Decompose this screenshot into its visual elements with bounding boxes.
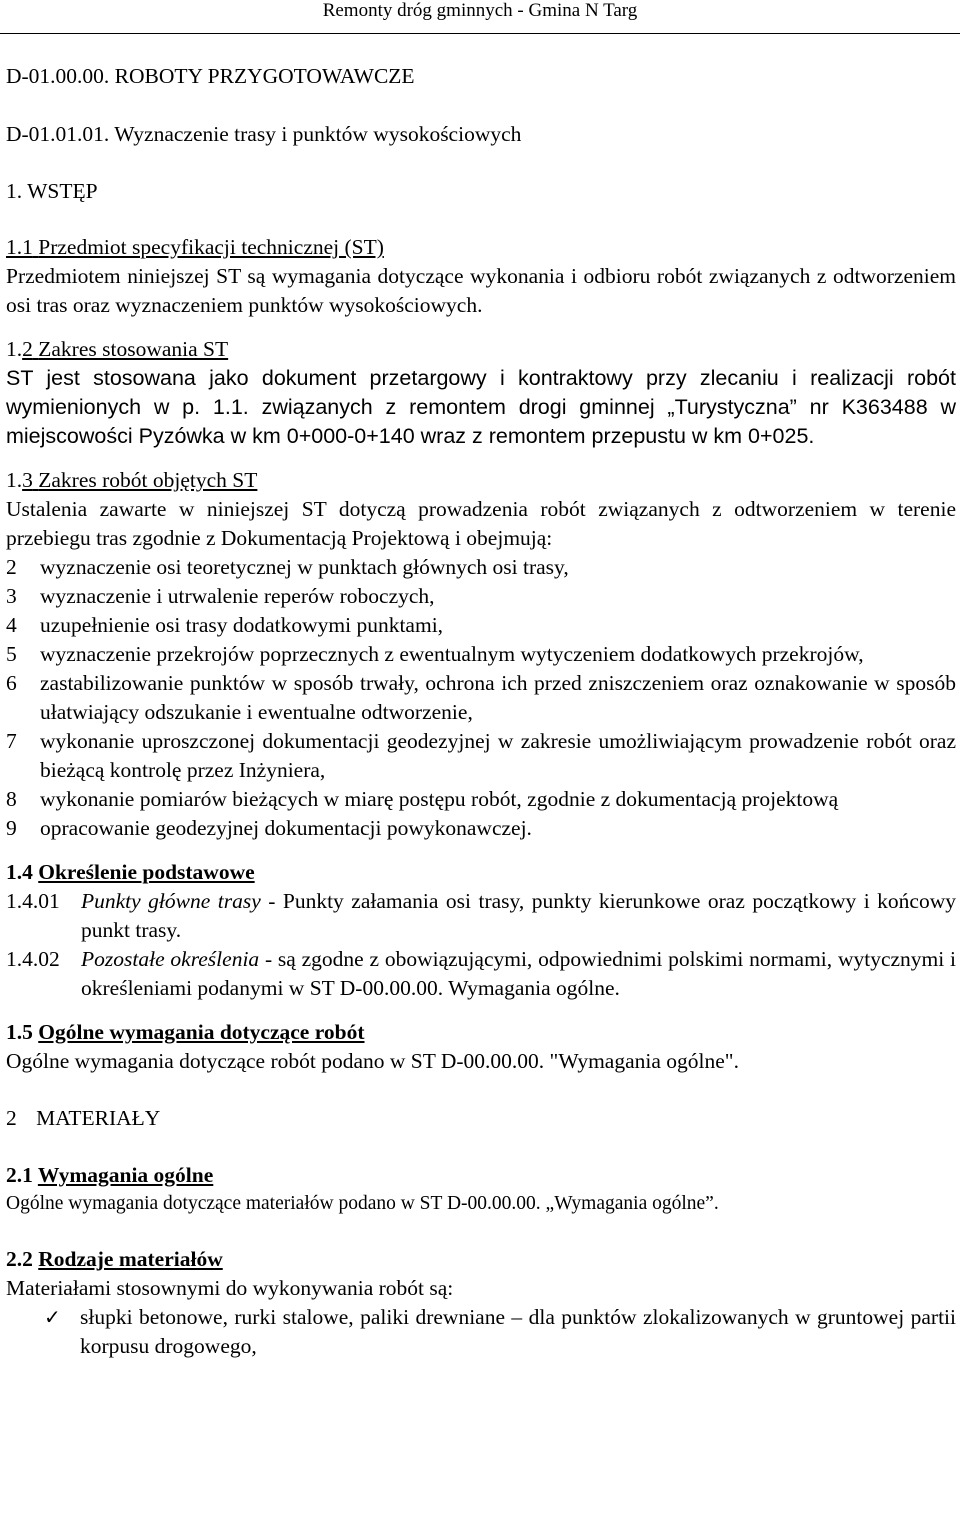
checkmark-icon: ✓ [44, 1305, 61, 1329]
definition-term: Punkty główne trasy [81, 889, 261, 913]
section-1-5-title: 1.5 Ogólne wymagania dotyczące robót [6, 1020, 365, 1044]
main-heading: D-01.00.00. ROBOTY PRZYGOTOWAWCZE [6, 64, 415, 88]
section-1-3-intro: Ustalenia zawarte w niniejszej ST dotyczą prowadzenia robót związanych z odtworzeniem w terenie przebiegu tras zgodnie z Dokumentacją Projektową i obejmują: [6, 497, 956, 550]
section-1-4-title: 1.4 Określenie podstawowe [6, 860, 255, 884]
page-header [0, 0, 960, 22]
list-item: 6 zastabilizowanie punktów w sposób trwały, ochrona ich przed zniszczeniem oraz oznakowanie w sposób ułatwiający odszukanie i ewentualne odtworzenie, [6, 671, 956, 724]
definition-item: 1.4.01 Punkty główne trasy - Punkty załamania osi trasy, punkty kierunkowe oraz początkowy i końcowy punkt trasy. [6, 889, 956, 942]
document-body [6, 62, 956, 1361]
section-2-2-title: 2.2 Rodzaje materiałów [6, 1247, 223, 1271]
section-2-1-title: 2.1 Wymagania ogólne [6, 1163, 214, 1187]
definitions-list [6, 887, 956, 1003]
section-1-1-title: 1.1 Przedmiot specyfikacji technicznej (ST) [6, 235, 384, 259]
list-item: 4 uzupełnienie osi trasy dodatkowymi punktami, [6, 613, 444, 637]
section-1-1-text: Przedmiotem niniejszej ST są wymagania dotyczące wykonania i odbioru robót związanych z odtworzeniem osi tras oraz wyznaczeniem punktów wysokościowych. [6, 264, 956, 317]
list-item: 3 wyznaczenie i utrwalenie reperów roboczych, [6, 584, 435, 608]
materials-heading: 2 MATERIAŁY [6, 1106, 161, 1130]
list-item: 2 wyznaczenie osi teoretycznej w punktach głównych osi trasy, [6, 555, 569, 579]
list-item: ✓ słupki betonowe, rurki stalowe, paliki drewniane – dla punktów zlokalizowanych w gruntowej partii korpusu drogowego, [6, 1303, 956, 1361]
section-1-2-text: ST jest stosowana jako dokument przetargowy i kontraktowy przy zlecaniu i realizacji robót wymienionych w p. 1.1. związanych z remontem drogi gminnej „Turystyczna” nr K363488 w miejscowości Pyzówka w km 0+000-0+140 wraz z remontem przepustu w km 0+025. [6, 366, 956, 448]
materials-list [6, 1303, 956, 1361]
list-item: 7 wykonanie uproszczonej dokumentacji geodezyjnej w zakresie umożliwiającym prowadzenie robót oraz bieżącą kontrolę przez Inżyniera, [6, 729, 956, 782]
section-2-2-intro: Materiałami stosownymi do wykonywania robót są: [6, 1276, 454, 1300]
section-1-5-text: Ogólne wymagania dotyczące robót podano w ST D-00.00.00. "Wymagania ogólne". [6, 1049, 739, 1073]
section-2-1-text: Ogólne wymagania dotyczące materiałów podano w ST D-00.00.00. „Wymagania ogólne”. [6, 1193, 719, 1214]
list-item: 8 wykonanie pomiarów bieżących w miarę postępu robót, zgodnie z dokumentacją projektową [6, 787, 839, 811]
intro-heading: 1. WSTĘP [6, 179, 98, 203]
scope-list [6, 553, 956, 843]
section-1-3-title: 1.3 Zakres robót objętych ST [6, 468, 258, 492]
header-title: Remonty dróg gminnych - Gmina N Targ [322, 0, 638, 21]
list-item: 9 opracowanie geodezyjnej dokumentacji powykonawczej. [6, 816, 532, 840]
definition-item: 1.4.02 Pozostałe określenia - są zgodne z obowiązującymi, odpowiednimi polskimi normami, wytycznymi i określeniami podanymi w ST D-00.00.00. Wymagania ogólne. [6, 947, 957, 1000]
header-divider [0, 33, 960, 34]
section-1-2-title: 1.2 Zakres stosowania ST [6, 337, 229, 361]
sub-heading: D-01.01.01. Wyznaczenie trasy i punktów wysokościowych [6, 122, 522, 146]
list-item: 5 wyznaczenie przekrojów poprzecznych z ewentualnym wytyczeniem dodatkowych przekrojów, [6, 642, 864, 666]
definition-term: Pozostałe określenia [81, 947, 260, 971]
